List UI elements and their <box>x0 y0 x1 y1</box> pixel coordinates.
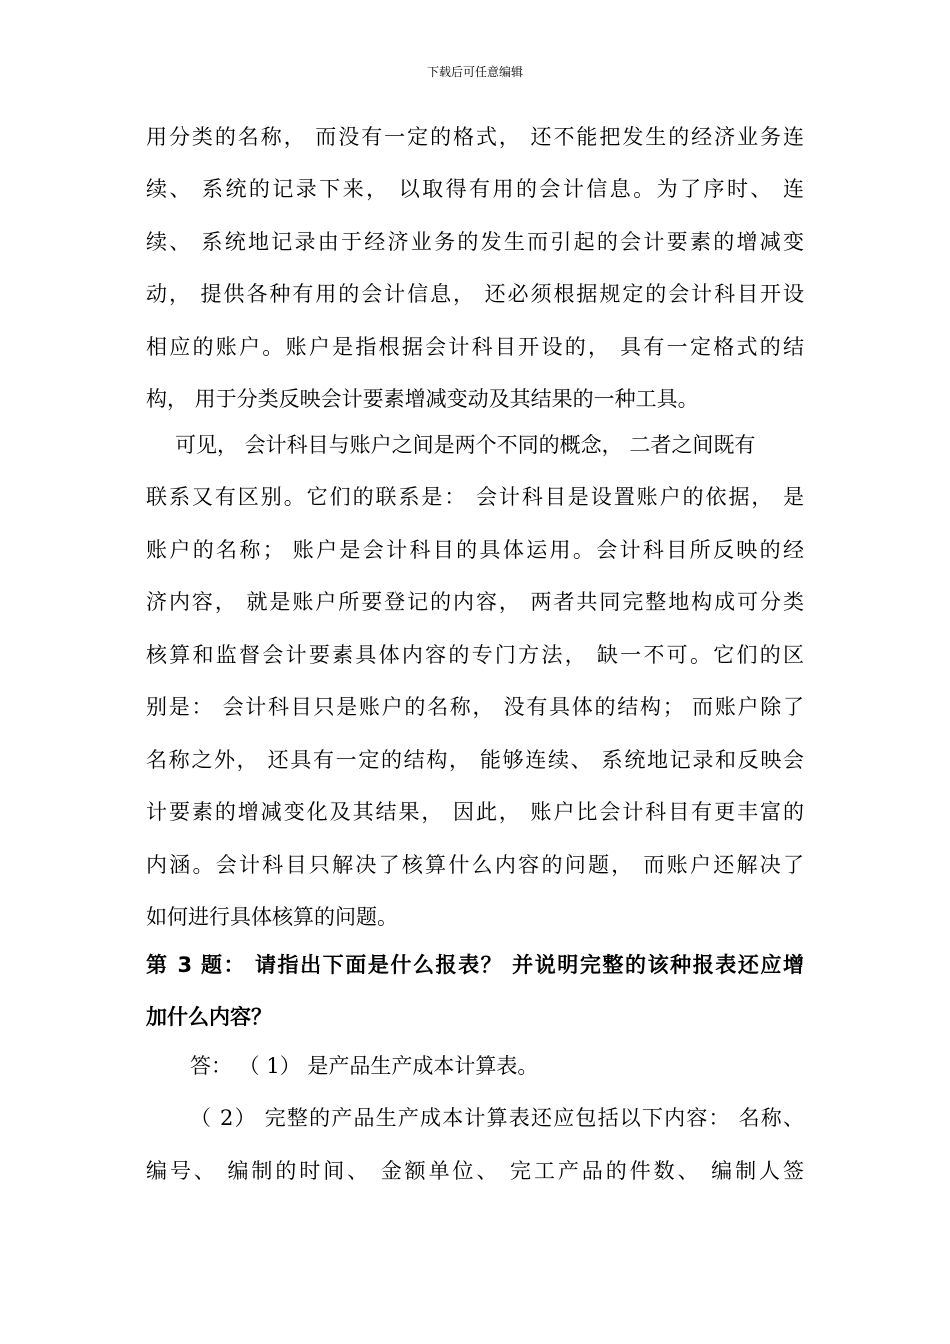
page-header: 下载后可任意编辑 <box>426 65 523 79</box>
text-line: 动， 提供各种有用的会计信息， 还必须根据规定的会计科目开设 <box>146 282 804 306</box>
text-line: 如何进行具体核算的问题。 <box>146 905 398 929</box>
text-line: 账户的名称； 账户是会计科目的具体运用。会计科目所反映的经 <box>146 538 804 562</box>
text-line: 可见， 会计科目与账户之间是两个不同的概念， 二者之间既有 <box>175 433 756 457</box>
question-heading: 加什么内容？ <box>146 1005 272 1029</box>
answer-line: 编号、 编制的时间、 金额单位、 完工产品的件数、 编制人签 <box>146 1159 804 1183</box>
text-line: 构， 用于分类反映会计要素增减变动及其结果的一种工具。 <box>146 387 699 411</box>
text-line: 续、 系统地记录由于经济业务的发生而引起的会计要素的增减变 <box>146 230 804 254</box>
text-line: 别是： 会计科目只是账户的名称， 没有具体的结构； 而账户除了 <box>146 695 804 719</box>
text-line: 济内容， 就是账户所要登记的内容， 两者共同完整地构成可分类 <box>146 590 804 614</box>
text-line: 名称之外， 还具有一定的结构， 能够连续、 系统地记录和反映会 <box>146 748 804 772</box>
question-heading: 第 3 题： 请指出下面是什么报表？ 并说明完整的该种报表还应增 <box>146 953 804 977</box>
answer-line: （ 2） 完整的产品生产成本计算表还应包括以下内容： 名称、 <box>190 1106 804 1130</box>
text-line: 计要素的增减变化及其结果， 因此， 账户比会计科目有更丰富的 <box>146 800 804 824</box>
text-line: 用分类的名称， 而没有一定的格式， 还不能把发生的经济业务连 <box>146 125 804 149</box>
answer-line: 答： （ 1） 是产品生产成本计算表。 <box>190 1054 539 1078</box>
text-line: 相应的账户。账户是指根据会计科目开设的， 具有一定格式的结 <box>146 335 804 359</box>
text-line: 续、 系统的记录下来， 以取得有用的会计信息。为了序时、 连 <box>146 177 804 201</box>
text-line: 核算和监督会计要素具体内容的专门方法， 缺一不可。它们的区 <box>146 643 804 667</box>
text-line: 内涵。会计科目只解决了核算什么内容的问题， 而账户还解决了 <box>146 853 804 877</box>
text-line: 联系又有区别。它们的联系是： 会计科目是设置账户的依据， 是 <box>146 485 804 509</box>
